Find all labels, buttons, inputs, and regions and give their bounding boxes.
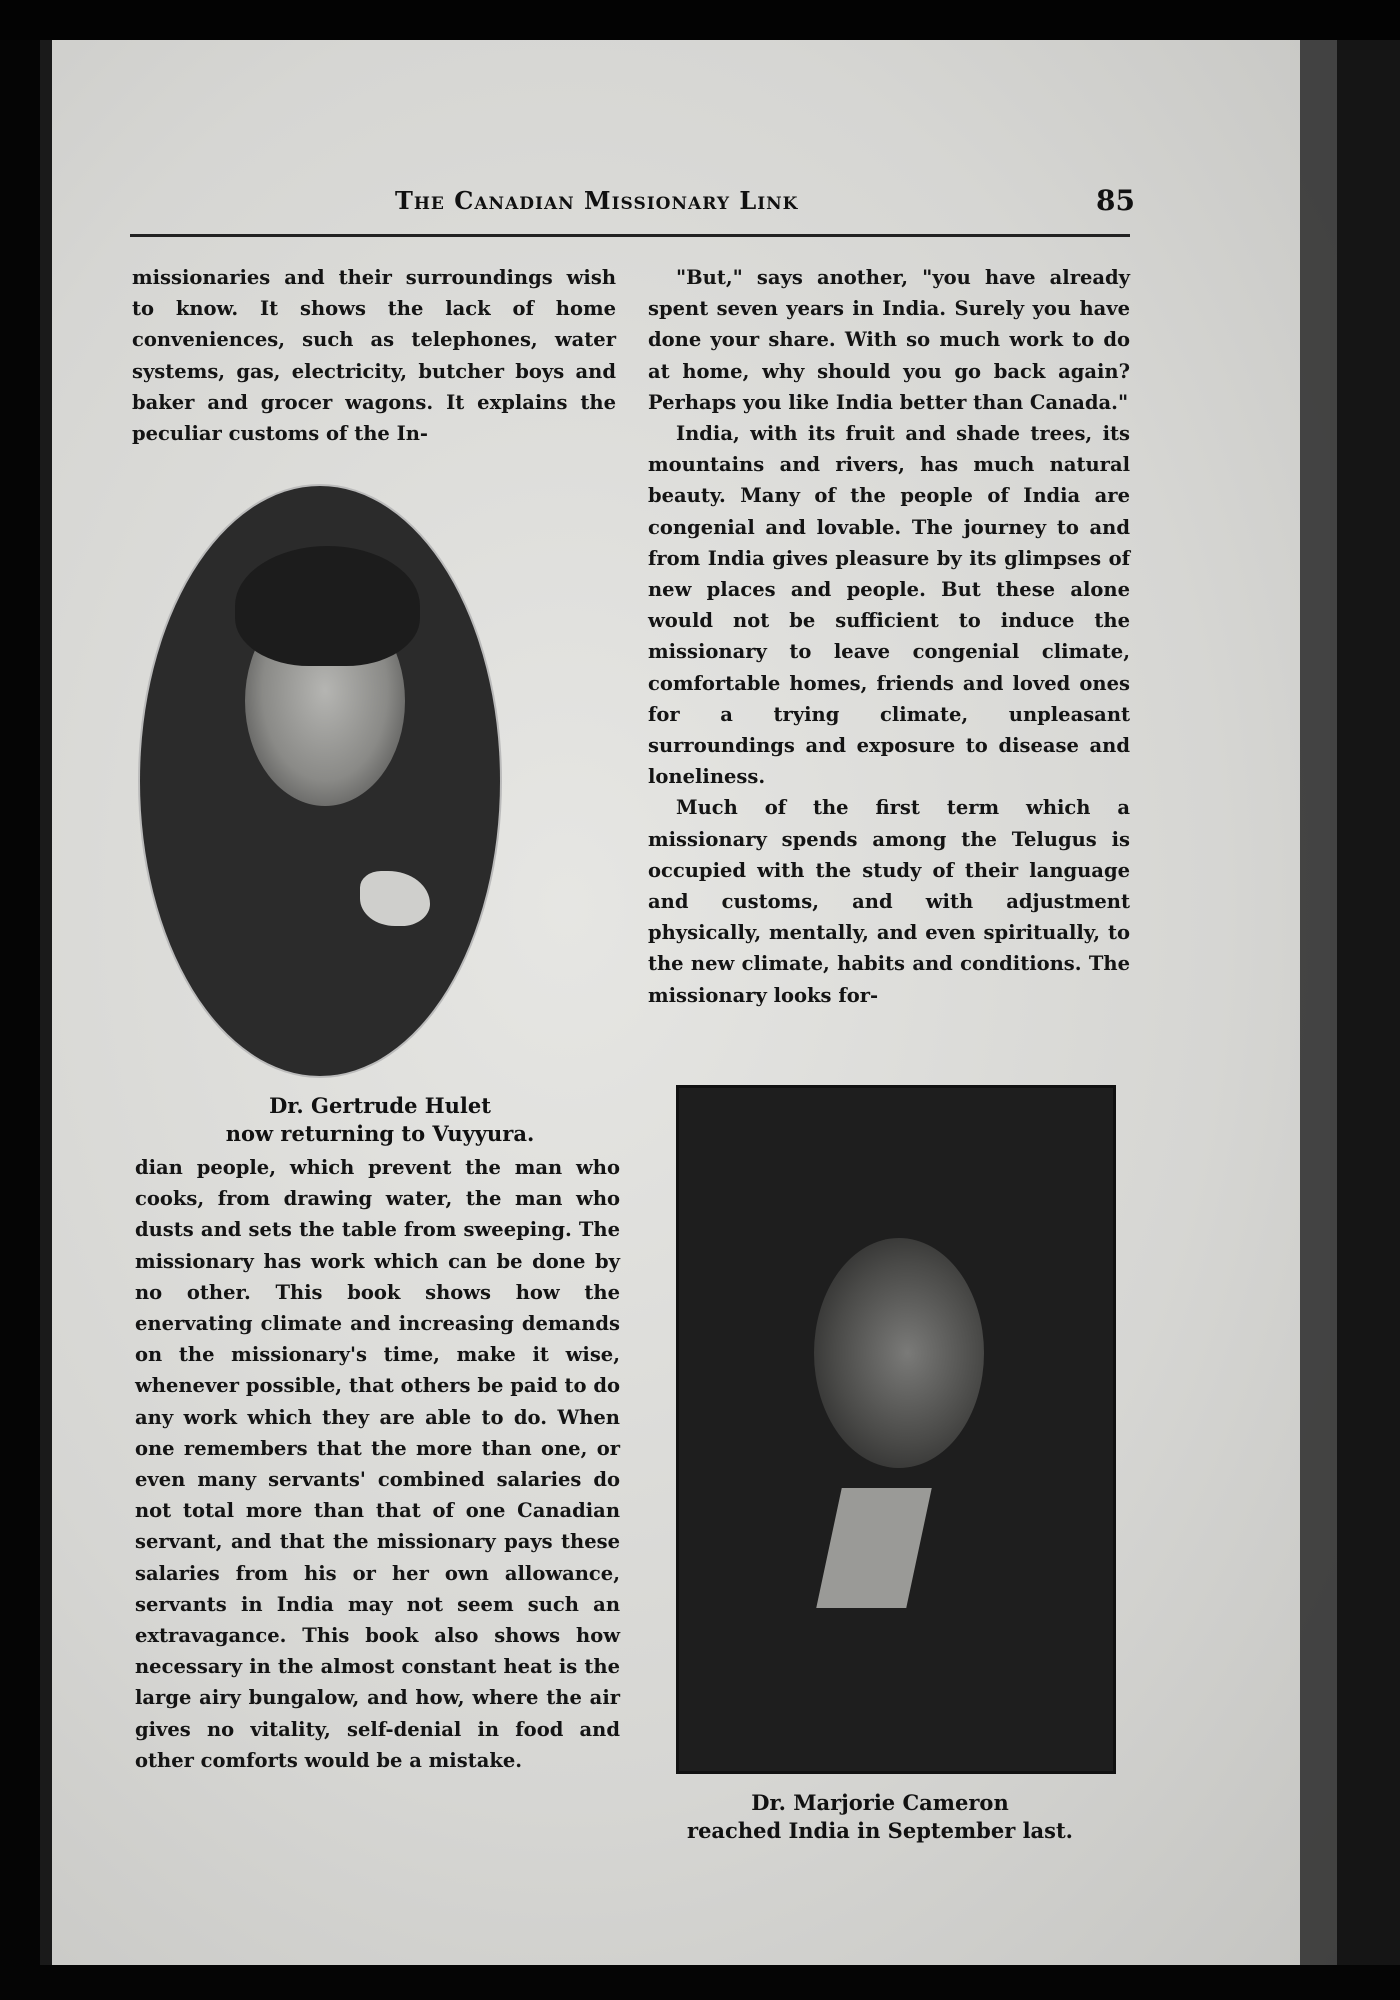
- portrait-hair: [235, 546, 420, 666]
- caption-name: Dr. Gertrude Hulet: [269, 1093, 491, 1118]
- scan-border-right: [1337, 40, 1400, 1965]
- caption-detail: now returning to Vuyyura.: [225, 1121, 535, 1146]
- column-left-bottom: [135, 1152, 620, 1776]
- portrait-marjorie-cameron: [676, 1085, 1116, 1774]
- paragraph: "But," says another, "you have already spent seven years in India. Surely you have done your share. With so much work to do at home, why should you go back again? Perhaps you like India better than Canada.": [648, 266, 1130, 414]
- caption-right: [650, 1789, 1110, 1845]
- scan-border-top: [0, 0, 1400, 40]
- paragraph: India, with its fruit and shade trees, its mountains and rivers, has much natural beauty. Many of the people of India are congenial and lovable. The journey to and from India gives pleasure by its glimpses of new places and people. But these alone would not be sufficient to induce the missionary to leave congenial climate, comfortable homes, friends and loved ones for a trying climate, unpleasant surroundings and exposure to disease and loneliness.: [648, 422, 1130, 789]
- header-rule: [130, 234, 1130, 237]
- column-right: [648, 262, 1130, 1011]
- page-number: 85: [1096, 184, 1135, 217]
- portrait-collar: [816, 1488, 932, 1608]
- caption-detail: reached India in September last.: [687, 1818, 1073, 1843]
- paragraph: missionaries and their surroundings wish to know. It shows the lack of home conveniences, such as telephones, water systems, gas, electricity, butcher boys and baker and grocer wagons. It explains the peculiar customs of the In-: [132, 266, 616, 446]
- running-header-title: The Canadian Missionary Link: [395, 186, 799, 215]
- paragraph: dian people, which prevent the man who cooks, from drawing water, the man who dusts and sets the table from sweeping. The missionary has work which can be done by no other. This book shows how the enervating climate and increasing demands on the missionary's time, make it wise, whenever possible, that others be paid to do any work which they are able to do. When one remembers that the more than one, or even many servants' combined salaries do not total more than that of one Canadian servant, and that the missionary pays these salaries from his or her own allowance, servants in India may not seem such an extravagance. This book also shows how necessary in the almost constant heat is the large airy bungalow, and how, where the air gives no vitality, self-denial in food and other comforts would be a mistake.: [135, 1156, 620, 1772]
- caption-name: Dr. Marjorie Cameron: [751, 1790, 1009, 1815]
- scan-border-left: [40, 40, 52, 1965]
- portrait-collar-brooch: [360, 871, 430, 926]
- column-left-top: [132, 262, 616, 449]
- caption-left: [160, 1092, 600, 1148]
- portrait-face: [814, 1238, 984, 1468]
- portrait-gertrude-hulet: [140, 486, 500, 1076]
- paragraph: Much of the first term which a missionary spends among the Telugus is occupied with the study of their language and customs, and with adjustment physically, mentally, and even spiritually, to the new climate, habits and conditions. The missionary looks for-: [648, 796, 1130, 1007]
